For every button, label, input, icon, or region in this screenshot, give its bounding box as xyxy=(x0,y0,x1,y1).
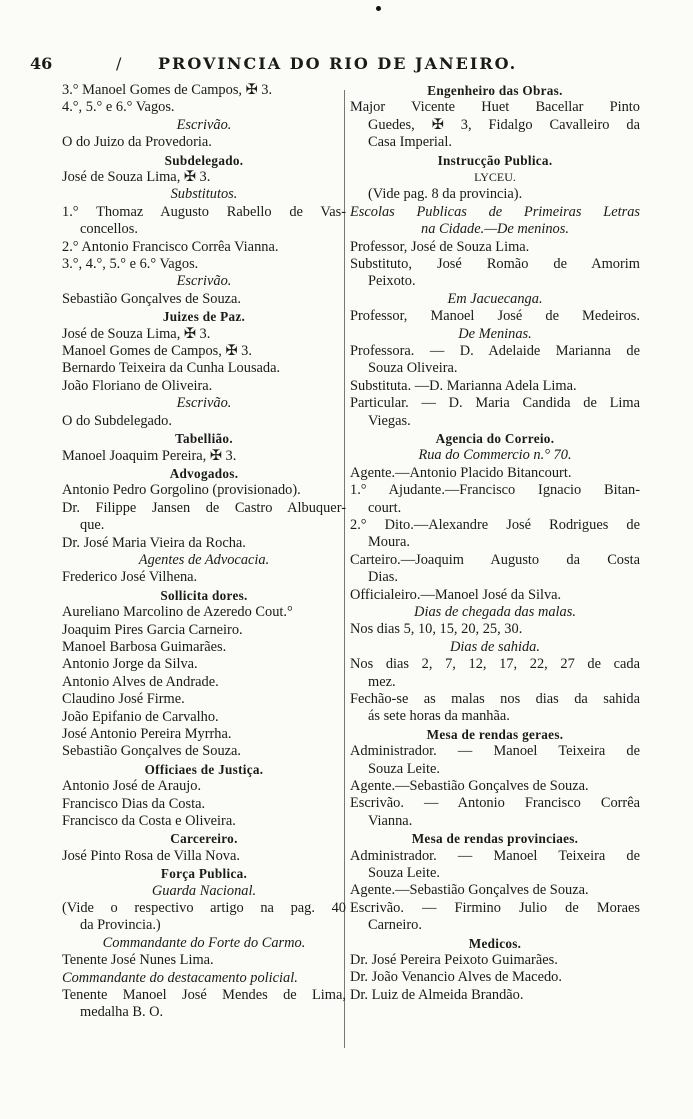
text-line: Professor, Manoel José de Medeiros. xyxy=(350,308,640,325)
text-line: Moura. xyxy=(368,534,410,551)
text-line: mez. xyxy=(368,673,396,690)
printer-mark xyxy=(376,6,381,11)
text-line: Professor, José de Souza Lima. xyxy=(350,238,530,255)
text-line: Tenente Manoel José Mendes de Lima, xyxy=(62,987,346,1004)
text-line: (Vide o respectivo artigo na pag. 40 xyxy=(62,900,346,917)
text-line: Francisco da Costa e Oliveira. xyxy=(62,813,236,830)
text-line: João Floriano de Oliveira. xyxy=(62,377,213,394)
text-line: Francisco Dias da Costa. xyxy=(62,795,206,812)
running-header xyxy=(30,54,670,80)
section-heading: Officiaes de Justiça. xyxy=(144,761,264,777)
text-line: Bernardo Teixeira da Cunha Lousada. xyxy=(62,360,281,377)
section-heading: Instrucção Publica. xyxy=(437,152,553,168)
text-line: Officialeiro.—Manoel José da Silva. xyxy=(350,586,562,603)
text-line: Nos dias 5, 10, 15, 20, 25, 30. xyxy=(350,621,523,638)
page-number: 46 xyxy=(30,54,53,73)
section-subheading: LYCEU. xyxy=(474,170,516,184)
section-subheading: Commandante do destacamento policial. xyxy=(62,969,298,986)
text-line: Substituta. —D. Marianna Adela Lima. xyxy=(350,377,577,394)
text-line: Agente.—Antonio Placido Bitancourt. xyxy=(350,464,572,481)
text-line: O do Subdelegado. xyxy=(62,412,172,429)
text-line: Frederico José Vilhena. xyxy=(62,569,198,586)
text-line: Antonio Pedro Gorgolino (provisionado). xyxy=(62,482,301,499)
text-line: José Antonio Pereira Myrrha. xyxy=(62,726,232,742)
text-line: Carneiro. xyxy=(368,917,422,934)
section-heading: Medicos. xyxy=(468,935,522,951)
text-line: José de Souza Lima, ✠ 3. xyxy=(62,325,211,342)
text-line: Dr. João Venancio Alves de Macedo. xyxy=(350,969,562,986)
text-line: Agente.—Sebastião Gonçalves de Souza. xyxy=(350,778,589,795)
text-line: Guedes, ✠ 3, Fidalgo Cavalleiro da xyxy=(368,116,640,133)
section-heading: Sollicita dores. xyxy=(160,587,248,603)
text-line: Major Vicente Huet Bacellar Pinto xyxy=(350,99,640,116)
section-heading: Subdelegado. xyxy=(164,152,244,168)
text-line: 3.° Manoel Gomes de Campos, ✠ 3. xyxy=(62,82,273,98)
text-line: José Pinto Rosa de Villa Nova. xyxy=(62,847,240,864)
text-line: Casa Imperial. xyxy=(368,134,452,151)
section-heading: Mesa de rendas provinciaes. xyxy=(411,831,579,847)
text-line: Aureliano Marcolino de Azeredo Cout.° xyxy=(62,604,293,621)
text-line: João Epifanio de Carvalho. xyxy=(62,708,219,725)
text-line: medalha B. O. xyxy=(80,1004,164,1021)
section-heading: Juizes de Paz. xyxy=(162,309,246,325)
section-subheading: Escrivão. xyxy=(176,273,232,290)
text-line: Dias. xyxy=(368,569,398,586)
text-line: 4.°, 5.° e 6.° Vagos. xyxy=(62,99,175,116)
text-line: da Provincia.) xyxy=(80,917,161,934)
text-line: (Vide pag. 8 da provincia). xyxy=(368,186,523,203)
text-line: Fechão-se as malas nos dias da sahida xyxy=(350,691,640,708)
section-subheading: Escrivão. xyxy=(176,395,232,412)
page-title: PROVINCIA DO RIO DE JANEIRO. xyxy=(158,54,518,73)
text-line: concellos. xyxy=(80,221,138,238)
text-line: Administrador. — Manoel Teixeira de xyxy=(350,847,640,864)
text-line: Vianna. xyxy=(368,812,413,829)
text-line: Professora. — D. Adelaide Marianna de xyxy=(350,343,640,360)
text-line: Sebastião Gonçalves de Souza. xyxy=(62,290,242,307)
text-line: Carteiro.—Joaquim Augusto da Costa xyxy=(350,551,640,568)
text-line: Manoel Joaquim Pereira, ✠ 3. xyxy=(62,447,237,464)
text-line: Escrivão. — Firmino Julio de Moraes xyxy=(350,899,640,916)
section-subheading: Commandante do Forte do Carmo. xyxy=(102,934,306,951)
text-line: José de Souza Lima, ✠ 3. xyxy=(62,169,211,186)
section-heading: Engenheiro das Obras. xyxy=(427,83,563,98)
text-line: que. xyxy=(80,517,105,534)
text-line: 3.°, 4.°, 5.° e 6.° Vagos. xyxy=(62,256,199,273)
section-subheading: Rua do Commercio n.° 70. xyxy=(418,447,572,464)
text-line: Manoel Barbosa Guimarães. xyxy=(62,638,227,655)
right-column xyxy=(350,82,640,1004)
text-line: court. xyxy=(368,499,402,516)
text-line: Souza Leite. xyxy=(368,760,440,777)
text-line: Souza Oliveira. xyxy=(368,360,458,377)
text-line: Dr. José Maria Vieira da Rocha. xyxy=(62,534,246,551)
text-line: Sebastião Gonçalves de Souza. xyxy=(62,743,242,760)
section-subheading: De Meninas. xyxy=(458,325,532,342)
section-heading: Tabellião. xyxy=(175,431,233,447)
text-line: Viegas. xyxy=(368,412,411,429)
left-column xyxy=(62,82,346,1022)
section-subheading: Em Jacuecanga. xyxy=(447,290,543,307)
text-line: Claudino José Firme. xyxy=(62,691,185,708)
text-line: ás sete horas da manhãa. xyxy=(368,708,510,725)
section-heading: Agencia do Correio. xyxy=(435,431,555,447)
pen-mark: / xyxy=(116,54,122,73)
text-line: Antonio Jorge da Silva. xyxy=(62,656,198,673)
section-subheading: Guarda Nacional. xyxy=(151,882,257,899)
section-subheading: Dias de chegada das malas. xyxy=(414,604,576,621)
text-line: Antonio José de Araujo. xyxy=(62,778,202,795)
text-line: Administrador. — Manoel Teixeira de xyxy=(350,743,640,760)
text-line: Agente.—Sebastião Gonçalves de Souza. xyxy=(350,882,589,899)
section-subheading: Dias de sahida. xyxy=(450,638,540,655)
section-subheading: Escrivão. xyxy=(176,116,232,133)
text-line: Dr. Filippe Jansen de Castro Albuquer- xyxy=(62,499,346,516)
section-subheading: Agentes de Advocacia. xyxy=(138,551,270,568)
text-line: Particular. — D. Maria Candida de Lima xyxy=(350,395,640,412)
text-line: 1.° Ajudante.—Francisco Ignacio Bitan- xyxy=(350,482,640,499)
section-heading: Advogados. xyxy=(169,465,239,481)
text-line: Nos dias 2, 7, 12, 17, 22, 27 de cada xyxy=(350,656,640,673)
text-line: Joaquim Pires Garcia Carneiro. xyxy=(62,621,243,638)
section-subheading: na Cidade.—De meninos. xyxy=(421,221,569,238)
text-line: 2.° Dito.—Alexandre José Rodrigues de xyxy=(350,517,640,534)
text-line: 2.° Antonio Francisco Corrêa Vianna. xyxy=(62,238,279,255)
text-line: Dr. Luiz de Almeida Brandão. xyxy=(350,986,524,1003)
section-heading: Força Publica. xyxy=(160,866,248,882)
text-line: Manoel Gomes de Campos, ✠ 3. xyxy=(62,343,252,360)
section-heading: Carcereiro. xyxy=(170,831,238,847)
text-line: Substituto, José Romão de Amorim xyxy=(350,256,640,273)
text-line: Dr. José Pereira Peixoto Guimarães. xyxy=(350,952,558,969)
text-line: Peixoto. xyxy=(368,273,416,290)
text-line: O do Juizo da Provedoria. xyxy=(62,134,212,151)
text-line: Tenente José Nunes Lima. xyxy=(62,952,214,969)
text-line: Escrivão. — Antonio Francisco Corrêa xyxy=(350,795,640,812)
text-line: Souza Leite. xyxy=(368,865,440,882)
text-line: 1.° Thomaz Augusto Rabello de Vas- xyxy=(62,203,346,220)
section-heading: Mesa de rendas geraes. xyxy=(426,726,564,742)
section-subheading: Escolas Publicas de Primeiras Letras xyxy=(350,203,640,220)
section-subheading: Substitutos. xyxy=(170,186,238,203)
text-line: Antonio Alves de Andrade. xyxy=(62,673,219,690)
